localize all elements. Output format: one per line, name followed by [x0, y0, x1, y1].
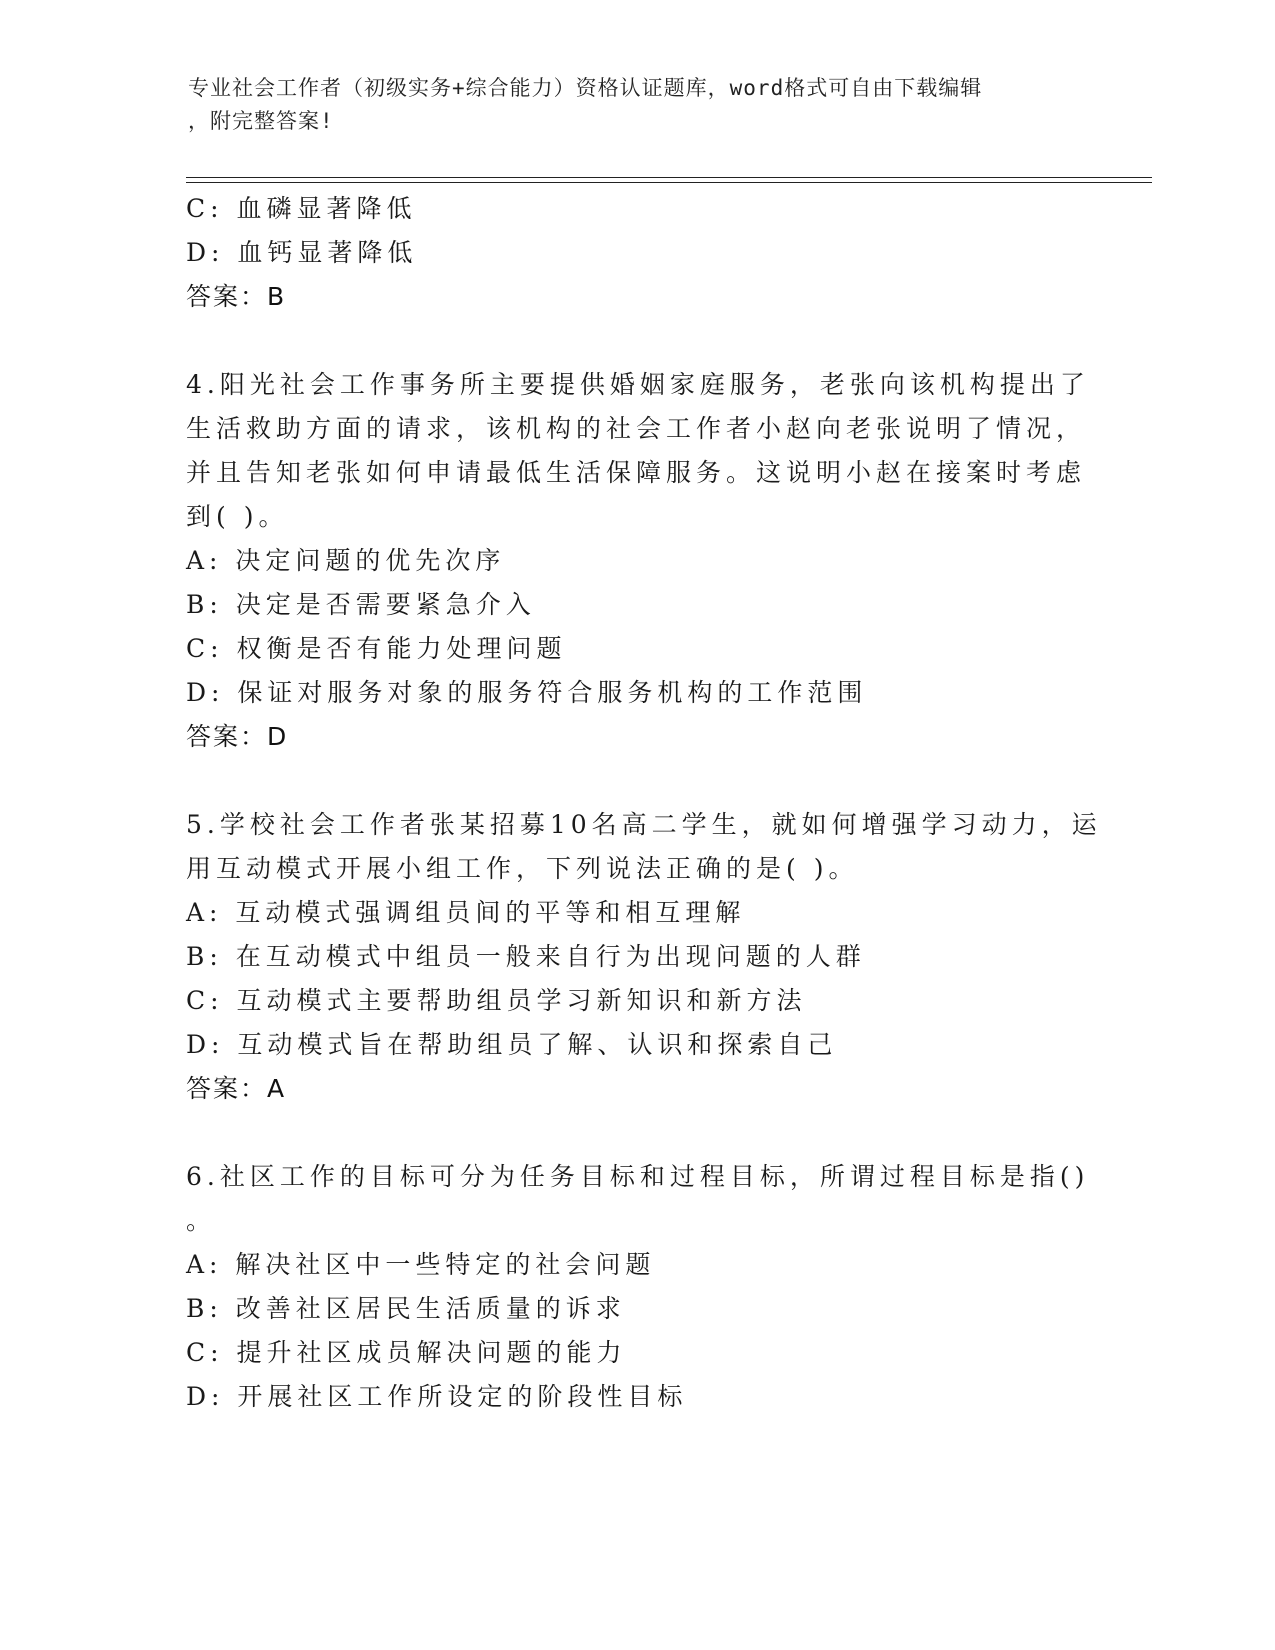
- q4-option-b: B: 决定是否需要紧急介入: [186, 590, 536, 619]
- header-divider-top: [186, 177, 1152, 178]
- q5-option-c: C: 互动模式主要帮助组员学习新知识和新方法: [186, 986, 807, 1015]
- q4-stem-line-1: 4.阳光社会工作事务所主要提供婚姻家庭服务，老张向该机构提出了: [186, 370, 1090, 399]
- q5-stem-line-1: 5.学校社会工作者张某招募10名高二学生，就如何增强学习动力，运: [186, 810, 1102, 839]
- q6-option-b: B: 改善社区居民生活质量的诉求: [186, 1294, 626, 1323]
- q5-answer: 答案：A: [186, 1074, 287, 1103]
- q4-option-a: A: 决定问题的优先次序: [186, 546, 506, 575]
- q5-option-a: A: 互动模式强调组员间的平等和相互理解: [186, 898, 746, 927]
- q6-option-c: C: 提升社区成员解决问题的能力: [186, 1338, 627, 1367]
- q3-option-d: D: 血钙显著降低: [186, 238, 418, 267]
- q5-stem-line-2: 用互动模式开展小组工作，下列说法正确的是( )。: [186, 854, 859, 883]
- header-line-2: ，附完整答案!: [188, 109, 334, 133]
- q6-option-a: A: 解决社区中一些特定的社会问题: [186, 1250, 656, 1279]
- q4-option-d: D: 保证对服务对象的服务符合服务机构的工作范围: [186, 678, 868, 707]
- q4-stem-line-4: 到( )。: [186, 502, 289, 531]
- q4-option-c: C: 权衡是否有能力处理问题: [186, 634, 567, 663]
- document-header: [188, 72, 1088, 138]
- q3-option-c: C: 血磷显著降低: [186, 194, 417, 223]
- header-divider-bottom: [186, 182, 1152, 183]
- q6-stem-line-1: 6.社区工作的目标可分为任务目标和过程目标，所谓过程目标是指(): [186, 1162, 1090, 1191]
- q6-stem-line-2: 。: [186, 1206, 217, 1235]
- q4-stem-line-3: 并且告知老张如何申请最低生活保障服务。这说明小赵在接案时考虑: [186, 458, 1087, 487]
- q3-answer: 答案：B: [186, 282, 287, 311]
- q6-option-d: D: 开展社区工作所设定的阶段性目标: [186, 1382, 688, 1411]
- q4-stem-line-2: 生活救助方面的请求，该机构的社会工作者小赵向老张说明了情况，: [186, 414, 1087, 443]
- q5-option-b: B: 在互动模式中组员一般来自行为出现问题的人群: [186, 942, 866, 971]
- q4-answer: 答案：D: [186, 722, 289, 751]
- q5-option-d: D: 互动模式旨在帮助组员了解、认识和探索自己: [186, 1030, 838, 1059]
- header-line-1: 专业社会工作者（初级实务+综合能力）资格认证题库，word格式可自由下载编辑: [188, 76, 983, 100]
